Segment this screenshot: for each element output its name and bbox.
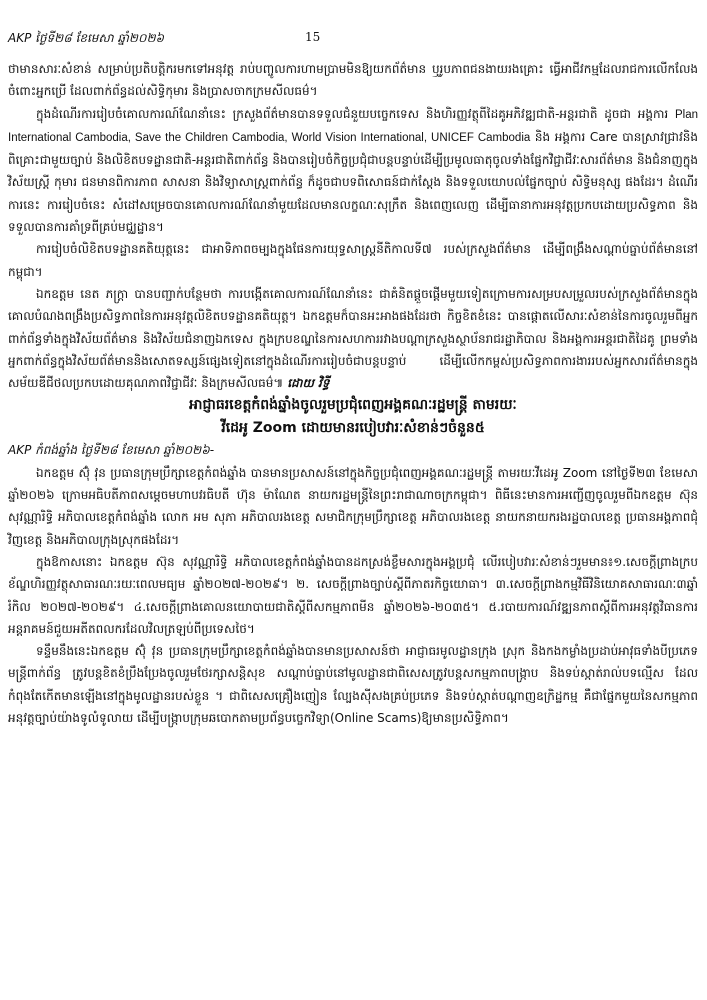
article1-paragraph-4-text: ឯកឧត្តម នេត ភក្ត្រា បានបញ្ជាក់បន្ថែមថា ការបង្កើតគោលការណ៍ណែនាំនេះ ជាគំនិតផ្ដួចផ្ដើមមួយទៀតក្រោមការសម្របសម្រួលរបស់ក្រសួងព័ត៌មានក្នុងគោលបំណងពង្រឹងប្រសិទ្ធភាពនៃការអនុវត្តលិខិតបទដ្ឋានគតិយុត្ត។ ឯកឧត្តមក៏បានអះអាងផងដែរថា កិច្ចខិតខំនេះ បានផ្តោតលើសារៈសំខាន់នៃការចូលរួមពីអ្នកពាក់ព័ន្ធទាំងក្នុងវិស័យព័ត៌មាន និងវិស័យជំនាញឯកទេស ក្នុងក្របខណ្ឌនៃការសហការរវាងបណ្តាក្រសួងស្ថាប័នរាជរដ្ឋាភិបាល និងអង្គការអន្តរជាតិដៃគូ ព្រមទាំងអ្នកពាក់ព័ន្ធក្នុងវិស័យព័ត៌មាននិងសោតទស្សន៍ផ្សេងទៀតនៅក្នុងដំណើរការរៀបចំជាបន្តបន្ទាប់ ដើម្បីលើកកម្ពស់ប្រសិទ្ធភាពការងាររបស់អ្នកសារព័ត៌មានក្នុងសម័យឌីជីថលប្រកបដោយគុណភាពវិជ្ជាជីវៈ និងក្រមសីលធម៌៕ bbox=[8, 286, 698, 391]
article2-paragraph-3: ទន្ទឹមនឹងនេះឯកឧត្តម ស៊ុំ វុន ប្រធានក្រុមប្រឹក្សាខេត្តកំពង់ឆ្នាំងបានមានប្រសាសន៍ថា អាជ្ញាធរមូលដ្ឋានក្រុង ស្រុក និងកងកម្លាំងប្រដាប់អាវុធទាំងបីប្រភេទ មន្ត្រីពាក់ព័ន្ធ ត្រូវបន្តខិតខំប្រឹងប្រែងចូលរួមថែរក្សាសន្តិសុខ សណ្តាប់ធ្នាប់នៅមូលដ្ឋានជាពិសេសត្រូវបន្តសកម្មភាពបង្ក្រាប និងទប់ស្កាត់រាល់បទល្មើស ដែលកំពុងតែកើតមានឡើងនៅក្នុងមូលដ្ឋានរបស់ខ្លួន ។ ជាពិសេសគ្រឿងញៀន ល្បែងស៊ីសងគ្រប់ប្រភេទ និងទប់ស្កាត់បណ្តាញឧក្រិដ្ឋកម្ម គឺជាផ្នែកមួយនៃសកម្មភាពអនុវត្តច្បាប់យ៉ាងទូលំទូលាយ ដើម្បីបង្ក្រាបក្រុមឆបោកតាមប្រព័ន្ធបច្ចេកវិទ្យា(Online Scams)ឱ្យមានប្រសិទ្ធិភាព។ bbox=[8, 644, 698, 726]
article1-author: ដោយ វិទ្ធី bbox=[287, 376, 330, 391]
article1-paragraph-4 bbox=[8, 283, 698, 394]
article1-paragraph-2-start: ក្នុងដំណើរការរៀបចំគោលការណ៍ណែនាំនេះ ក្រសួងព័ត៌មានបានទទួលជំនួយបច្ចេកទេស និងហិរញ្ញវត្ថុពីដៃគូអភិវឌ្ឍជាតិ-អន្តរជាតិ ដូចជា អង្គការ bbox=[36, 106, 669, 121]
article2-headline-line-1: អាជ្ញាធរខេត្តកំពង់ឆ្នាំងចូលរួមប្រជុំពេញអង្គគណៈរដ្ឋមន្ត្រី តាមរយៈ bbox=[189, 397, 517, 414]
article1-paragraph-3: ការរៀបចំលិខិតបទដ្ឋានគតិយុត្តនេះ ជាអាទិភាពចម្បងក្នុងផែនការយុទ្ធសាស្ត្រនីតិកាលទី៧ របស់ក្រសួងព័ត៌មាន ដើម្បីពង្រឹងសណ្ដាប់ធ្នាប់ព័ត៌មាននៅកម្ពុជា។ bbox=[8, 242, 698, 279]
article2-headline-line-2: វីដេអូ Zoom ដោយមានរបៀបវារៈសំខាន់ៗចំនួន៥ bbox=[221, 419, 485, 436]
page-header bbox=[8, 30, 608, 50]
article2-paragraph-2: ក្នុងឱកាសនោះ ឯកឧត្តម ស៊ុន សុវណ្ណារិទ្ធិ អភិបាលខេត្តកំពង់ឆ្នាំងបានដកស្រង់ខ្លឹមសារក្នុងអង្គប្រជុំ លើរបៀបវារៈសំខាន់ៗរួមមាន៖១.សេចក្តីព្រាងក្របខ័ណ្ឌហិរញ្ញវត្ថុសាធារណៈរយៈពេលមធ្យម ឆ្នាំ២០២៧-២០២៩។ ២. សេចក្តីព្រាងច្បាប់ស្តីពីភាតរកិច្ចយោធា។ ៣.សេចក្តីព្រាងកម្មវិធីវិនិយោគសាធារណៈ៣ឆ្នាំរំកិល ២០២៧-២០២៩។ ៤.សេចក្តីព្រាងគោលនយោបាយជាតិស្តីពីសកម្មភាពមីន ឆ្នាំ២០២៦-២០៣៥។ ៥.របាយការណ៍វឌ្ឍនភាពស្តីពីការអនុវត្តវិធានការអន្តរាគមន៍ជួយអតីតពលករដែលវិលត្រឡប់ពីប្រទេសថៃ។ bbox=[8, 554, 698, 636]
partner-organizations: Plan International Cambodia, Save the Children Cambodia, World Vision International, UNICEF Cambodia bbox=[8, 108, 698, 144]
article1-paragraph-2 bbox=[8, 103, 698, 239]
article-body bbox=[8, 58, 698, 729]
page-number: 15 bbox=[305, 30, 321, 44]
header-date: AKP ថ្ងៃទី២៨ ខែមេសា ឆ្នាំ២០២៦ bbox=[8, 31, 165, 45]
article2-dateline: AKP កំពង់ឆ្នាំង ថ្ងៃទី២៨ ខែមេសា ឆ្នាំ២០២៦- bbox=[8, 443, 215, 458]
article2-paragraph-1: ឯកឧត្តម ស៊ុំ វុន ប្រធានក្រុមប្រឹក្សាខេត្តកំពង់ឆ្នាំង បានមានប្រសាសន៍នៅក្នុងកិច្ចប្រជុំពេញអង្គគណៈរដ្ឋមន្ត្រី តាមរយៈវីដេអូ Zoom នៅថ្ងៃទី២៣ ខែមេសា ឆ្នាំ២០២៦ ក្រោមអធិបតីភាពសម្តេចមហាបវរធិបតី ហ៊ុន ម៉ាណែត នាយករដ្ឋមន្ត្រីនៃព្រះរាជាណាចក្រកម្ពុជា។ ពិធីនេះមានការអញ្ជើញចូលរួមពីឯកឧត្តម ស៊ុន សុវណ្ណារិទ្ធិ អភិបាលខេត្តកំពង់ឆ្នាំង លោក អម សុភា អភិបាលរងខេត្ត សមាជិកក្រុមប្រឹក្សាខេត្ត អភិបាលរងខេត្ត នាយកនាយករងរដ្ឋបាលខេត្ត ប្រធានអង្គភាពជុំវិញខេត្ត និងអភិបាលក្រុងស្រុកផងដែរ។ bbox=[8, 465, 698, 547]
article1-paragraph-1: ថាមានសារៈសំខាន់ សម្រាប់ប្រតិបត្តិករមកទៅអនុវត្ត រាប់បញ្ចូលការហាមប្រាមមិនឱ្យយកព័ត៌មាន ឬរូបភាពជនងាយរងគ្រោះ ធ្វើអាជីវកម្មដែលរាជការលើកលែងចំពោះអ្នកប្រើ ដែលពាក់ព័ន្ធដល់សិទ្ធិកុមារ និងប្រាសចាកក្រមសីលធម៌។ bbox=[8, 62, 698, 99]
article1-paragraph-2-end: និង អង្គការ Care បានស្រាវជ្រាវនិងពិគ្រោះជាមួយច្បាប់ និងលិខិតបទដ្ឋានជាតិ-អន្តរជាតិពាក់ព័ន្ធ និងបានរៀបចំកិច្ចប្រជុំជាបន្តបន្ទាប់ដើម្បីប្រមូលធាតុចូលទាំងផ្នែកវិជ្ជាជីវៈសារព័ត៌មាន និងជំនាញក្នុងវិស័យស្ត្រី កុមារ ជនមានពិការភាព សាសនា និងវិទ្យាសាស្ត្រពាក់ព័ន្ធ ក៏ដូចជាបទពិសោធន៍ជាក់ស្តែង និងទទួលយោបល់ផ្នែកច្បាប់ សិទ្ធិមនុស្ស ផងដែរ។ ដំណើរការនេះ ការរៀបចំនេះ សំដៅសម្រេចបានគោលការណ៍ណែនាំមួយដែលមានលក្ខណៈសុក្រឹត និងពេញលេញ ដើម្បីធានាការអនុវត្តប្រកបដោយប្រសិទ្ធភាព និងទទួលបានការគាំទ្រពីគ្រប់មជ្ឈដ្ឋាន។ bbox=[8, 129, 698, 235]
